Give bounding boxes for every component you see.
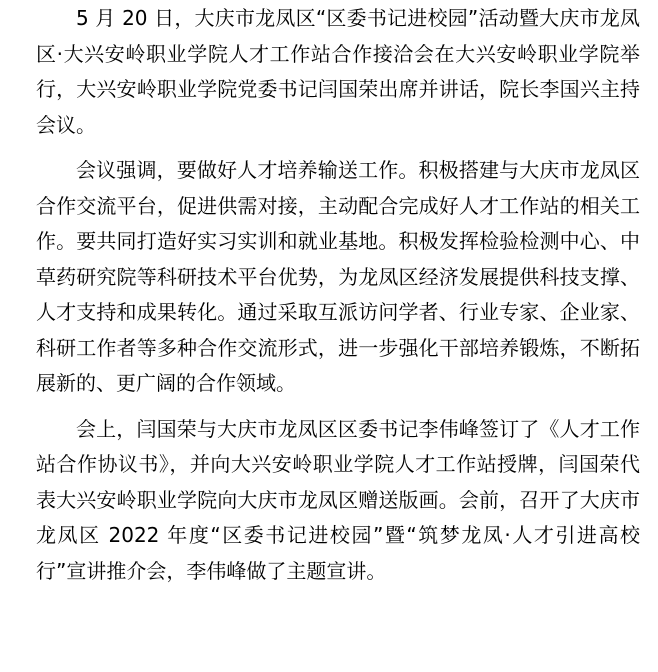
paragraph-meeting-emphasis: 会议强调，要做好人才培养输送工作。积极搭建与大庆市龙凤区合作交流平台，促进供需对接，主动配合完成好人才工作站的相关工作。要共同打造好实习实训和就业基地。积极发挥检验检测中心、中草药研究院等科研技术平台优势，为龙凤区经济发展提供科技支撑、人才支持和成果转化。通过采取互派访问学者、行业专家、企业家、科研工作者等多种合作交流形式，进一步强化干部培养锻炼，不断拓展新的、更广阔的合作领域。 (36, 158, 640, 395)
article-body (0, 1, 658, 589)
paragraph-event-intro: 5 月 20 日，大庆市龙凤区“区委书记进校园”活动暨大庆市龙凤区·大兴安岭职业学院人才工作站合作接洽会在大兴安岭职业学院举行，大兴安岭职业学院党委书记闫国荣出席并讲话，院长李国兴主持会议。 (36, 6, 640, 137)
paragraph-agreement-signing: 会上，闫国荣与大庆市龙凤区区委书记李伟峰签订了《人才工作站合作协议书》，并向大兴安岭职业学院人才工作站授牌，闫国荣代表大兴安岭职业学院向大庆市龙凤区赠送版画。会前，召开了大庆市龙凤区 2022 年度“区委书记进校园”暨“筑梦龙凤·人才引进高校行”宣讲推介会，李伟峰做了主题宣讲。 (36, 416, 640, 583)
